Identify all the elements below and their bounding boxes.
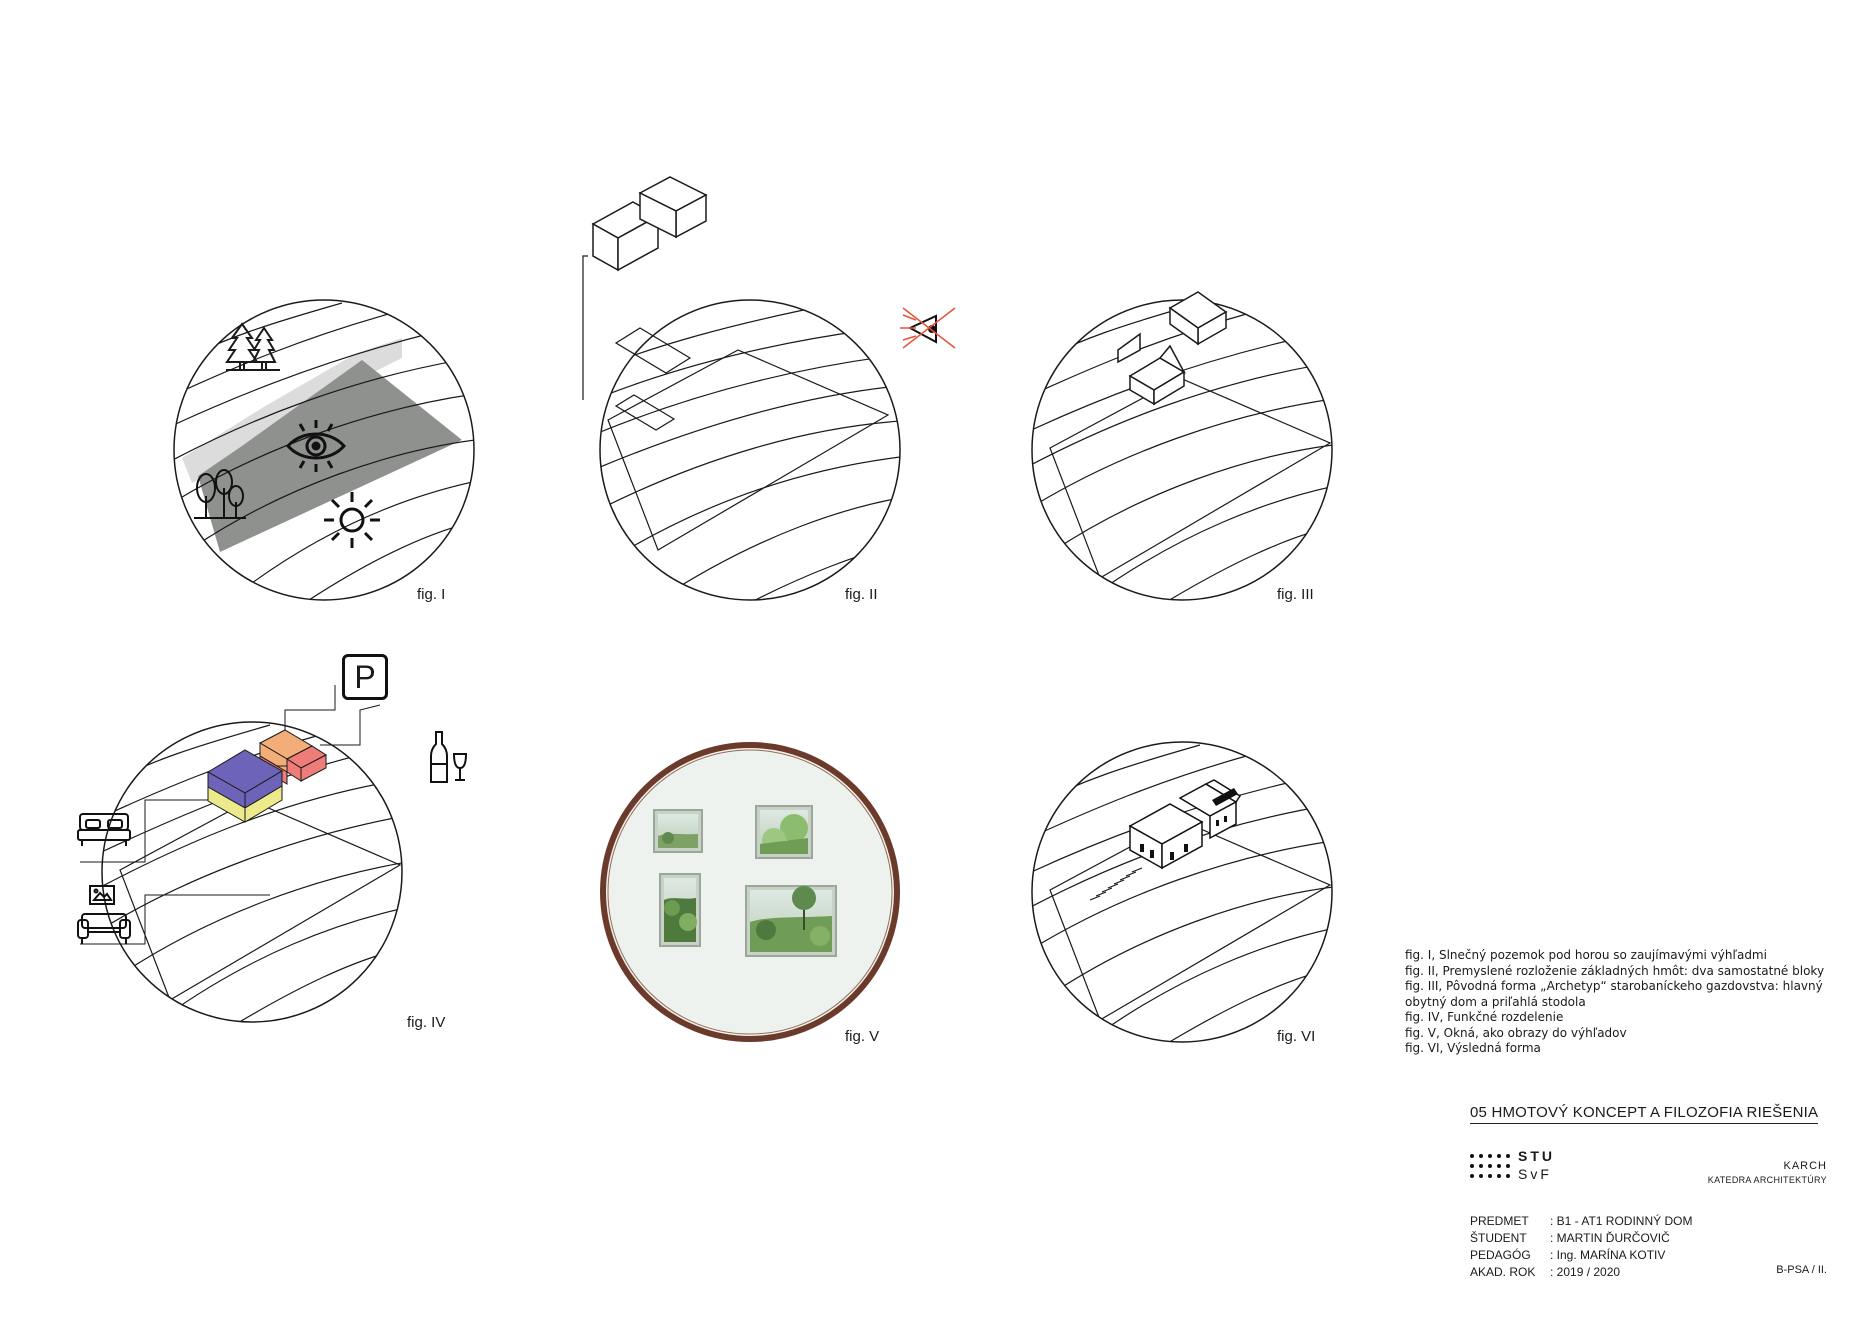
info-value: : 2019 / 2020 (1550, 1265, 1621, 1279)
sheet-title: 05 HMOTOVÝ KONCEPT A FILOZOFIA RIEŠENIA (1470, 1104, 1818, 1124)
info-row (1470, 1247, 1692, 1264)
figure-3 (1030, 298, 1350, 618)
parking-letter: P (354, 659, 376, 695)
sheet-code: B-PSA / II. (1776, 1264, 1827, 1276)
logo-stu-text: STU (1518, 1148, 1555, 1164)
info-label: ŠTUDENT (1470, 1231, 1527, 1245)
caption-6: fig. VI, Výsledná forma (1405, 1041, 1541, 1055)
window-picture-1 (654, 810, 702, 852)
figure-3-label: fig. III (1277, 586, 1314, 603)
figure-2 (598, 180, 958, 620)
parking-icon (342, 654, 388, 700)
figure-2-label: fig. II (845, 586, 878, 603)
figure-6 (1030, 740, 1350, 1060)
figure-captions (1405, 948, 1825, 1057)
deciduous-trees-icon (192, 466, 248, 526)
caption-5: fig. V, Okná, ako obrazy do výhľadov (1405, 1025, 1627, 1040)
figure-6-label: fig. VI (1277, 1028, 1316, 1045)
caption-1: fig. I, Slnečný pozemok pod horou so zaujímavými výhľadmi (1405, 948, 1767, 962)
logo-svf-text: SvF (1518, 1166, 1552, 1182)
caption-4: fig. IV, Funkčné rozdelenie (1405, 1010, 1564, 1024)
info-row (1470, 1213, 1692, 1230)
sheet-info-table (1470, 1213, 1692, 1281)
info-value: : B1 - AT1 RODINNÝ DOM (1550, 1214, 1693, 1228)
figure-5 (598, 740, 918, 1060)
figure-4-label: fig. IV (407, 1014, 446, 1031)
window-picture-3 (660, 874, 700, 946)
window-picture-2 (756, 806, 812, 858)
figure-4-drawing (80, 650, 500, 1050)
sun-icon (322, 490, 382, 550)
caption-2: fig. II, Premyslené rozloženie základných hmôt: dva samostatné bloky (1405, 963, 1825, 978)
info-row (1470, 1230, 1692, 1247)
wine-bottle-glass-icon (430, 730, 470, 786)
figure-5-label: fig. V (845, 1028, 880, 1045)
living-room-icon (76, 884, 132, 948)
figure-2-drawing (598, 180, 958, 620)
info-value: : Ing. MARÍNA KOTIV (1550, 1248, 1666, 1262)
bed-icon (76, 810, 132, 850)
info-row (1470, 1264, 1692, 1281)
figure-5-drawing (598, 740, 918, 1060)
info-value: : MARTIN ĎURČOVIČ (1550, 1231, 1670, 1245)
figure-1-label: fig. I (417, 586, 446, 603)
figure-3-drawing (1030, 298, 1350, 618)
figure-1 (172, 298, 492, 618)
eye-icon (284, 418, 348, 474)
pine-trees-icon (224, 318, 284, 378)
department-block (1708, 1160, 1827, 1185)
figure-4 (80, 650, 500, 1050)
department-long: KATEDRA ARCHITEKTÚRY (1707, 1175, 1827, 1185)
department-short: KARCH (1783, 1160, 1827, 1172)
figure-6-drawing (1030, 740, 1350, 1060)
info-label: PREDMET (1470, 1214, 1529, 1228)
caption-3: fig. III, Pôvodná forma „Archetyp“ starobaníckeho gazdovstva: hlavný obytný dom a priľahlá stodola (1405, 979, 1823, 1009)
info-label: PEDAGÓG (1470, 1248, 1531, 1262)
info-label: AKAD. ROK (1470, 1265, 1536, 1279)
window-picture-4 (746, 886, 836, 956)
